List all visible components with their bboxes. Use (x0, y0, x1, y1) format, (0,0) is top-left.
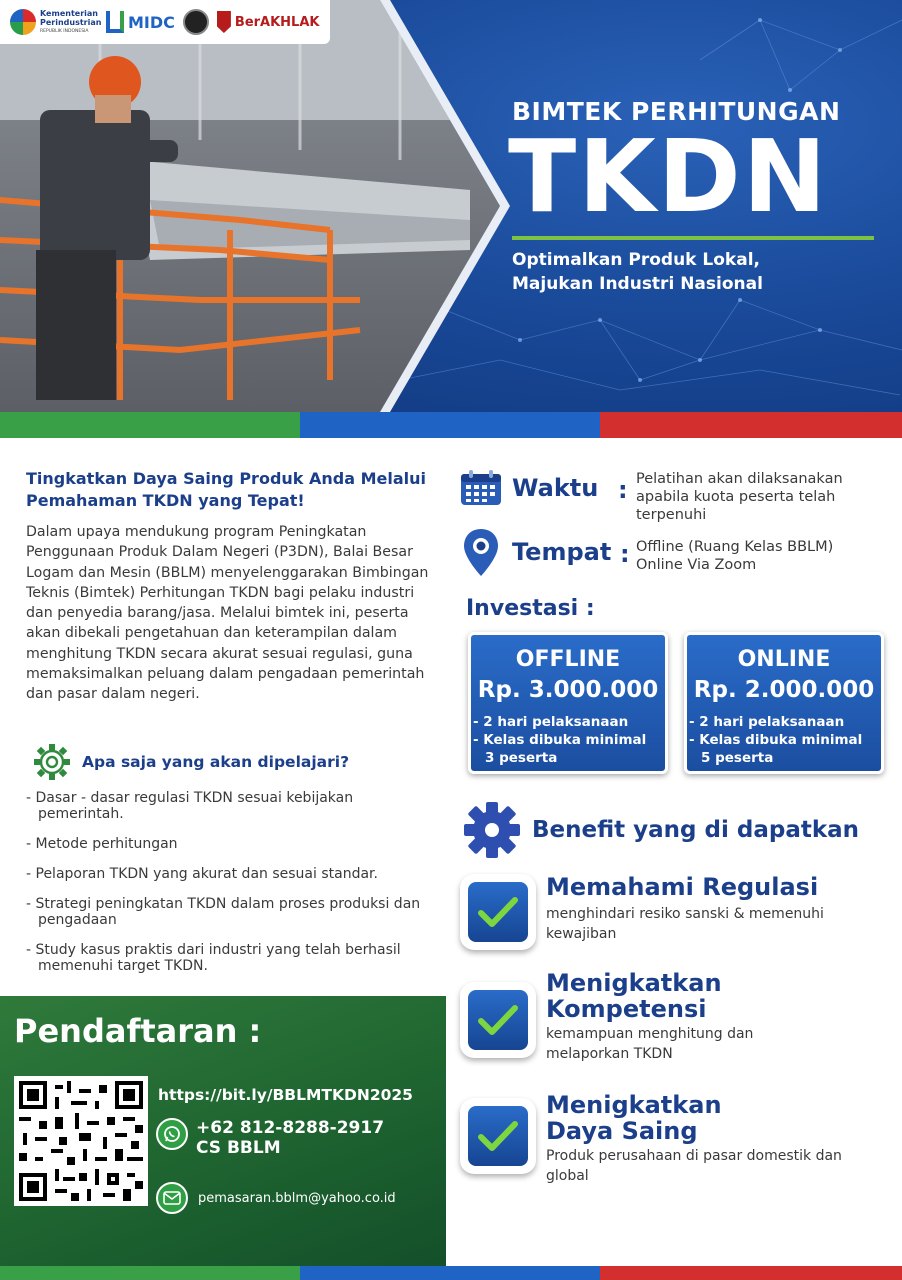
offline-price: Rp. 3.000.000 (477, 677, 659, 703)
phone-name: CS BBLM (196, 1138, 281, 1158)
time-label: Waktu (512, 474, 599, 502)
email-contact[interactable] (156, 1182, 396, 1214)
learn-item: - Study kasus praktis dari industri yang telah berhasil memenuhi target TKDN. (26, 942, 401, 974)
benefit-name: Memahami Regulasi (546, 873, 819, 901)
whatsapp-icon (156, 1118, 188, 1150)
investment-title: Investasi : (466, 596, 595, 621)
registration-panel (0, 996, 446, 1266)
online-detail: 5 peserta (701, 750, 774, 766)
learn-header (32, 742, 349, 782)
intro-lead: Tingkatkan Daya Saing Produk Anda Melalui Pemahaman TKDN yang Tepat! (26, 469, 426, 510)
place-line2: Online Via Zoom (636, 557, 757, 573)
phone-number: +62 812-8288-2917 (196, 1118, 385, 1138)
logo-bar (0, 0, 330, 44)
gear-outline-icon (32, 742, 72, 782)
place-colon: : (620, 540, 630, 568)
place-row (512, 538, 611, 566)
online-detail: - 2 hari pelaksanaan (689, 714, 845, 730)
learn-list (26, 790, 436, 974)
qr-code[interactable] (14, 1076, 148, 1206)
kemenperin-sub: REPUBLIK INDONESIA (40, 28, 89, 34)
hero-banner (0, 0, 902, 412)
seal-icon (183, 9, 209, 35)
berakhlak-logo (217, 11, 320, 33)
learn-item: - Strategi peningkatan TKDN dalam proses produksi dan pengadaan (26, 896, 421, 928)
benefit-desc: menghindari resiko sanski & memenuhi kewajiban (546, 906, 824, 942)
registration-link[interactable]: https://bit.ly/BBLMTKDN2025 (158, 1086, 413, 1104)
place-line1: Offline (Ruang Kelas BBLM) (636, 539, 834, 555)
online-name: ONLINE (737, 647, 831, 672)
location-pin-icon (462, 528, 500, 578)
place-label: Tempat (512, 538, 612, 566)
calendar-icon (460, 470, 502, 506)
online-detail: - Kelas dibuka minimal (689, 732, 863, 748)
online-details (689, 713, 862, 767)
hero-title: TKDN (508, 118, 829, 235)
midc-name: MIDC (128, 12, 175, 32)
mail-icon (156, 1182, 188, 1214)
offline-detail: - Kelas dibuka minimal (473, 732, 647, 748)
registration-title: Pendaftaran : (14, 1012, 262, 1050)
color-stripe-bottom (0, 1266, 902, 1280)
gear-icon (462, 800, 522, 860)
offline-price-card (468, 632, 668, 774)
qr-code-icon (19, 1081, 143, 1201)
check-icon (477, 895, 519, 929)
time-text: Pelatihan akan dilaksanakan apabila kuota peserta telah terpenuhi (636, 471, 843, 523)
place-text (636, 538, 876, 574)
intro-body: Dalam upaya mendukung program Peningkatan Penggunaan Produk Dalam Negeri (P3DN), Balai Besar Logam dan Mesin (BBLM) menyelenggarakan Bimbingan Teknis (Bimtek) Perhitungan TKDN bagi pelaku industri dan penyedia barang/jasa. Melalui bimtek ini, peserta akan dibekali pengetahuan dan keterampilan dalam menghitung TKDN secara akurat sesuai regulasi, guna memaksimalkan peluang dalam pengadaan pemerintah dan pasar dalam negeri. (26, 524, 429, 703)
benefit-title: Benefit yang di dapatkan (532, 817, 860, 843)
hero-subtitle: BIMTEK PERHITUNGAN (512, 97, 841, 126)
phone-contact[interactable] (156, 1118, 384, 1158)
benefit-check-3 (460, 1098, 536, 1174)
midc-logo (106, 11, 175, 33)
kemenperin-name: Kementerian Perindustrian (40, 8, 102, 27)
benefit-desc: Produk perusahaan di pasar domestik dan global (546, 1148, 842, 1184)
hero-tagline (512, 248, 763, 296)
color-stripe-top (0, 412, 902, 438)
online-price-card (684, 632, 884, 774)
tagline-line1: Optimalkan Produk Lokal, (512, 250, 760, 270)
benefit-check-1 (460, 874, 536, 950)
time-colon: : (618, 476, 628, 504)
kemenperin-emblem-icon (10, 9, 36, 35)
benefit-header (462, 800, 859, 860)
benefit-name: Menigkatkan Daya Saing (546, 1091, 722, 1145)
check-icon (477, 1119, 519, 1153)
learn-item: - Metode perhitungan (26, 836, 178, 852)
email-address: pemasaran.bblm@yahoo.co.id (198, 1190, 396, 1206)
berakhlak-name: BerAKHLAK (234, 14, 320, 30)
offline-detail: 3 peserta (485, 750, 558, 766)
kemenperin-logo (10, 8, 102, 36)
berakhlak-emblem-icon (217, 11, 231, 33)
learn-item: - Dasar - dasar regulasi TKDN sesuai kebijakan pemerintah. (26, 790, 354, 822)
online-price: Rp. 2.000.000 (693, 677, 875, 703)
check-icon (477, 1003, 519, 1037)
offline-name: OFFLINE (515, 647, 621, 672)
hero-divider (512, 236, 874, 240)
learn-item: - Pelaporan TKDN yang akurat dan sesuai standar. (26, 866, 378, 882)
benefit-check-2 (460, 982, 536, 1058)
benefit-desc: kemampuan menghitung dan melaporkan TKDN (546, 1026, 754, 1062)
offline-details (473, 713, 646, 767)
offline-detail: - 2 hari pelaksanaan (473, 714, 629, 730)
midc-emblem-icon (106, 11, 124, 33)
time-row (512, 474, 598, 502)
tagline-line2: Majukan Industri Nasional (512, 274, 763, 294)
benefit-name: Menigkatkan Kompetensi (546, 969, 722, 1023)
learn-title: Apa saja yang akan dipelajari? (82, 753, 350, 771)
